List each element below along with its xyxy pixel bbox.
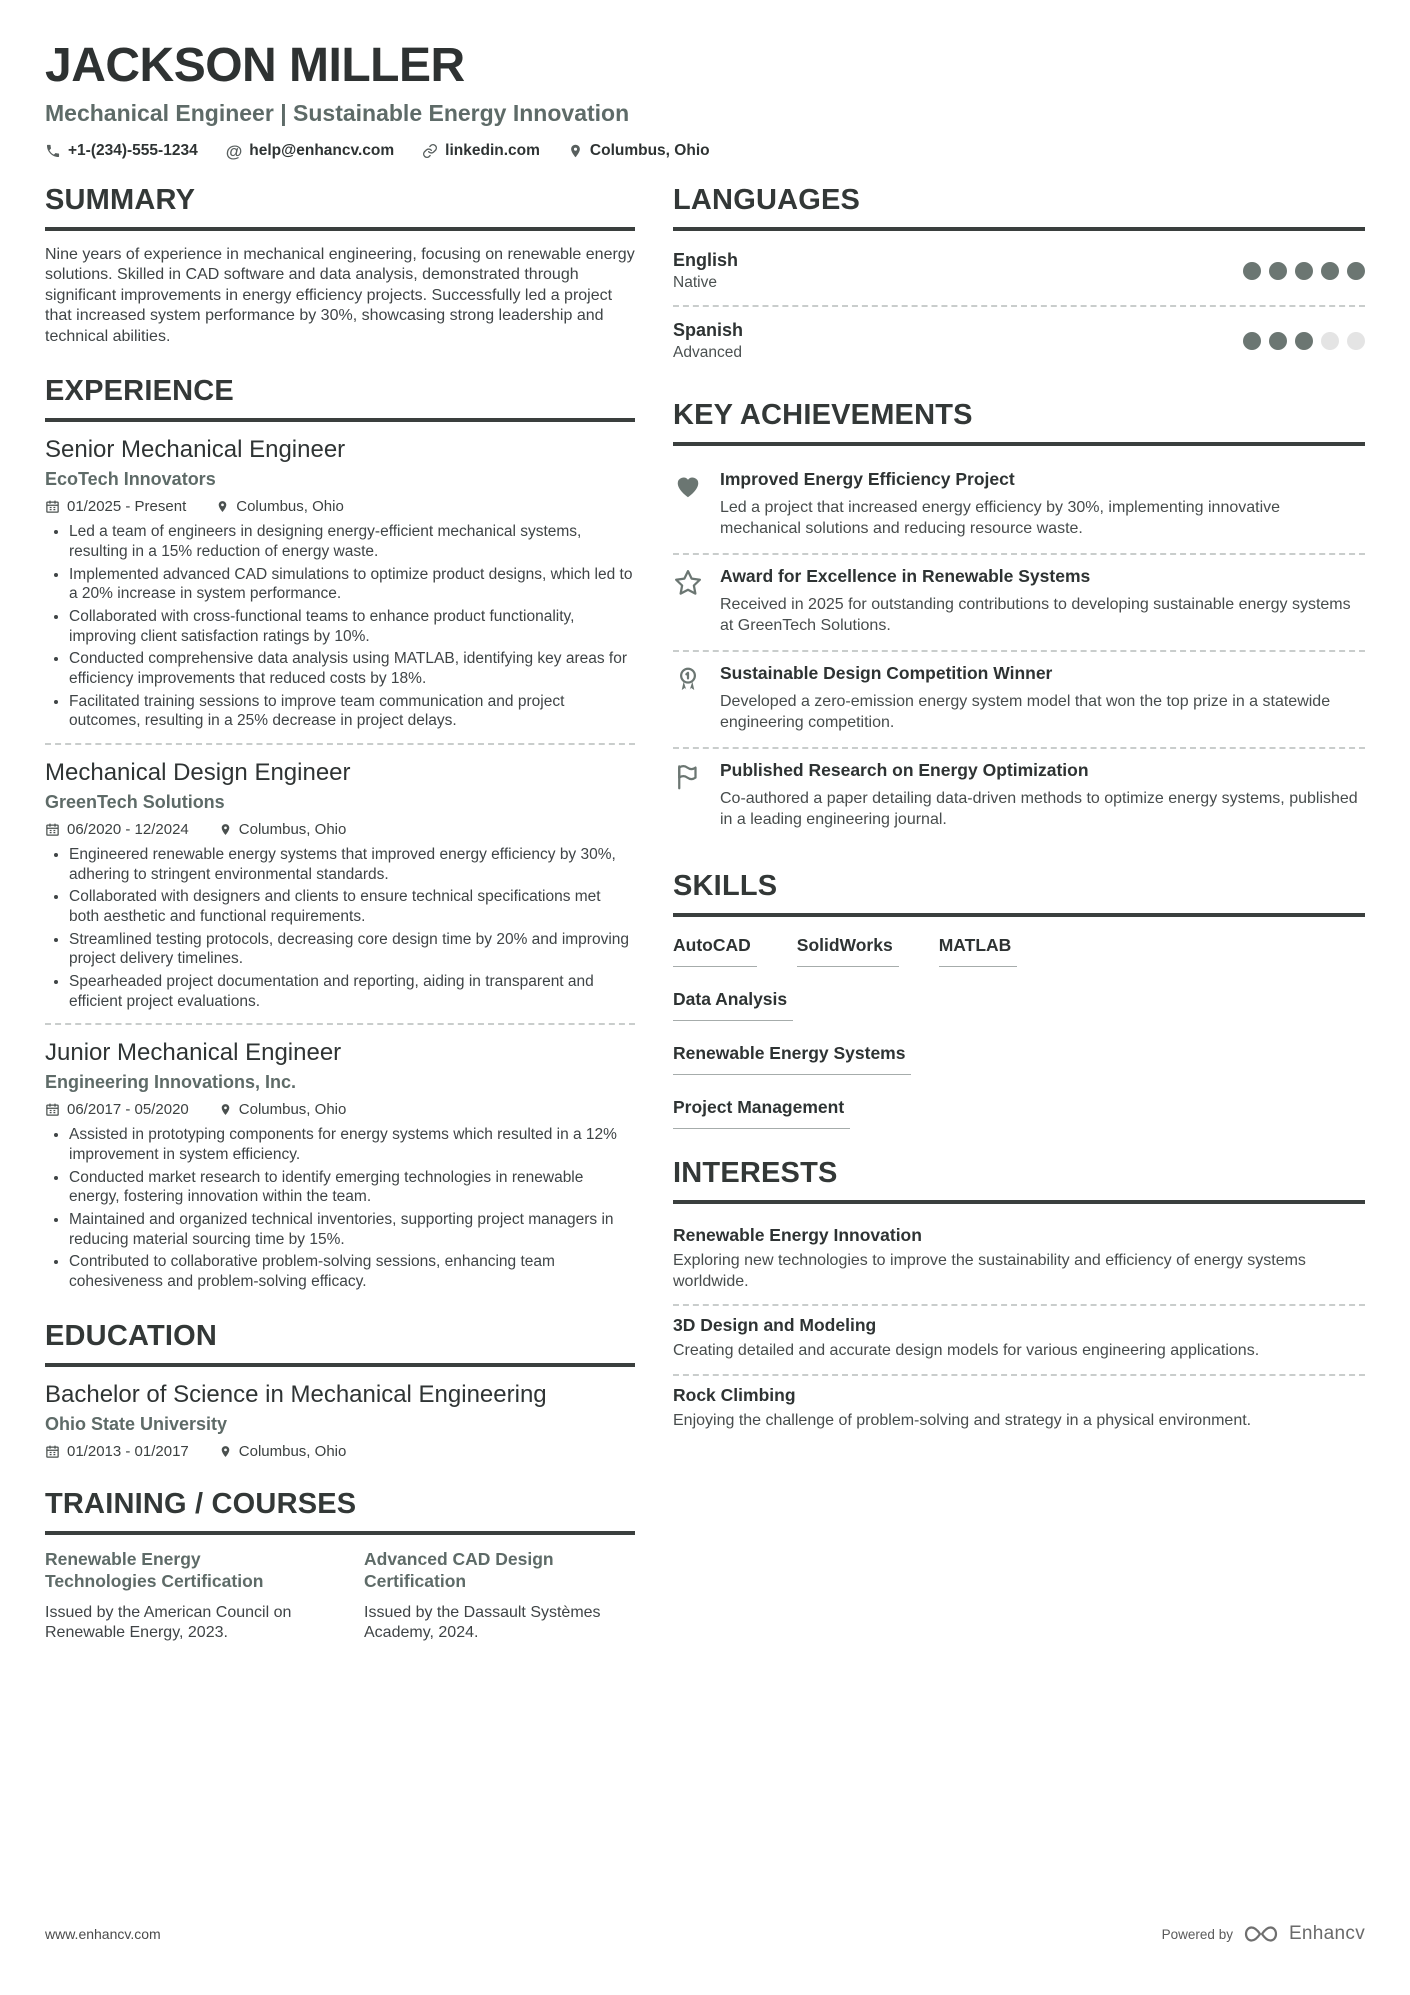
achievements-section bbox=[673, 399, 1365, 842]
interest-title: 3D Design and Modeling bbox=[673, 1315, 877, 1336]
skills-list bbox=[673, 931, 1365, 1129]
location-pin-icon bbox=[568, 143, 583, 159]
skill-tag: AutoCAD bbox=[673, 935, 757, 967]
interest-title: Rock Climbing bbox=[673, 1385, 796, 1406]
achievement-item bbox=[673, 654, 1365, 745]
job-bullets bbox=[45, 522, 635, 731]
language-proficiency-dots bbox=[1243, 262, 1365, 280]
divider bbox=[673, 305, 1365, 307]
calendar-icon bbox=[45, 822, 60, 837]
contact-row bbox=[45, 142, 1365, 160]
skills-section bbox=[673, 870, 1365, 1129]
location-pin-icon bbox=[219, 1102, 232, 1117]
link-icon bbox=[422, 143, 438, 159]
proficiency-dot-filled bbox=[1243, 332, 1261, 350]
powered-by-text: Powered by bbox=[1161, 1926, 1233, 1942]
job-dates bbox=[45, 821, 189, 838]
bullet-item: • Conducted comprehensive data analysis using MATLAB, identifying key areas for efficiency improvements that reduced costs by 18%. bbox=[69, 649, 635, 688]
course-description: Issued by the Dassault Systèmes Academy, 2024. bbox=[364, 1603, 601, 1642]
interest-title: Renewable Energy Innovation bbox=[673, 1224, 922, 1245]
person-name: JACKSON MILLER bbox=[45, 39, 465, 92]
proficiency-dot-empty bbox=[1321, 332, 1339, 350]
training-section bbox=[45, 1488, 635, 1644]
achievement-item bbox=[673, 460, 1365, 551]
proficiency-dot-filled bbox=[1321, 262, 1339, 280]
bullet-item: • Spearheaded project documentation and reporting, aiding in transparent and efficient project evaluations. bbox=[69, 972, 635, 1011]
skill-tag: Project Management bbox=[673, 1097, 850, 1129]
header bbox=[45, 38, 1365, 160]
contact-website-text: linkedin.com bbox=[445, 142, 540, 159]
interest-description: Exploring new technologies to improve the sustainability and efficiency of energy systems worldwide. bbox=[673, 1251, 1306, 1290]
bullet-item: • Facilitated training sessions to improve team communication and project outcomes, resulting in a 25% decrease in project delays. bbox=[69, 692, 635, 731]
job-dates bbox=[45, 1101, 189, 1118]
job-meta bbox=[45, 821, 635, 838]
flag-icon bbox=[673, 760, 705, 831]
course-list bbox=[45, 1549, 635, 1644]
bullet-item: • Collaborated with cross-functional teams to enhance product functionality, improving client satisfaction ratings by 10%. bbox=[69, 607, 635, 646]
education-dates bbox=[45, 1443, 189, 1460]
footer-website-link[interactable]: www.enhancv.com bbox=[45, 1926, 161, 1942]
education-location bbox=[219, 1443, 347, 1460]
education-location-text: Columbus, Ohio bbox=[238, 1442, 347, 1460]
location-pin-icon bbox=[219, 1444, 232, 1459]
experience-section bbox=[45, 375, 635, 1291]
achievements-heading: KEY ACHIEVEMENTS bbox=[673, 399, 1365, 446]
course-item bbox=[45, 1549, 316, 1644]
left-column bbox=[45, 184, 635, 1672]
proficiency-dot-filled bbox=[1295, 262, 1313, 280]
bullet-item: • Led a team of engineers in designing energy-efficient mechanical systems, resulting in a 15% reduction of energy waste. bbox=[69, 522, 635, 561]
achievement-description: Co-authored a paper detailing data-driven methods to optimize energy systems, published in a leading engineering journal. bbox=[720, 790, 1358, 828]
divider bbox=[45, 1023, 635, 1025]
achievement-title: Sustainable Design Competition Winner bbox=[720, 662, 1053, 683]
brand-name: Enhancv bbox=[1288, 1923, 1365, 1944]
proficiency-dot-filled bbox=[1243, 262, 1261, 280]
proficiency-dot-filled bbox=[1269, 332, 1287, 350]
achievement-description: Led a project that increased energy efficiency by 30%, implementing innovative mechanical solutions and reducing resource waste. bbox=[720, 499, 1281, 538]
contact-email[interactable] bbox=[226, 142, 394, 160]
star-icon bbox=[673, 566, 705, 637]
job-title: Mechanical Design Engineer bbox=[45, 759, 351, 787]
interest-item bbox=[673, 1308, 1365, 1372]
contact-location bbox=[568, 142, 710, 160]
proficiency-dot-filled bbox=[1295, 332, 1313, 350]
bullet-item: • Streamlined testing protocols, decreasing core design time by 20% and improving project delivery timelines. bbox=[69, 930, 635, 969]
achievement-item bbox=[673, 557, 1365, 648]
achievement-title: Improved Energy Efficiency Project bbox=[720, 469, 1015, 489]
summary-section bbox=[45, 184, 635, 347]
medal-icon bbox=[673, 663, 705, 734]
job-location-text: Columbus, Ohio bbox=[238, 821, 347, 839]
job-entry bbox=[45, 1039, 635, 1291]
proficiency-dot-filled bbox=[1347, 262, 1365, 280]
bullet-item: • Assisted in prototyping components for energy systems which resulted in a 12% improvement in system efficiency. bbox=[69, 1125, 635, 1164]
achievement-title: Award for Excellence in Renewable Systems bbox=[720, 565, 1091, 586]
phone-icon bbox=[45, 143, 61, 159]
bullet-item: • Collaborated with designers and clients to ensure technical specifications met both aesthetic and functional requirements. bbox=[69, 887, 635, 926]
interest-item bbox=[673, 1218, 1365, 1303]
job-bullets bbox=[45, 1125, 635, 1291]
bullet-item: • Maintained and organized technical inventories, supporting project managers in reducing material sourcing time by 15%. bbox=[69, 1210, 635, 1249]
skill-tag: Data Analysis bbox=[673, 989, 793, 1021]
training-heading: TRAINING / COURSES bbox=[45, 1488, 635, 1535]
skill-tag: Renewable Energy Systems bbox=[673, 1043, 911, 1075]
skill-tag: MATLAB bbox=[939, 935, 1018, 967]
calendar-icon bbox=[45, 1444, 60, 1459]
job-location-text: Columbus, Ohio bbox=[236, 498, 344, 516]
job-meta bbox=[45, 1101, 635, 1118]
education-section bbox=[45, 1320, 635, 1460]
achievement-title: Published Research on Energy Optimization bbox=[720, 759, 1089, 780]
job-title: Junior Mechanical Engineer bbox=[45, 1039, 342, 1067]
job-title: Senior Mechanical Engineer bbox=[45, 436, 346, 464]
skill-tag: SolidWorks bbox=[797, 935, 899, 967]
calendar-icon bbox=[45, 1102, 60, 1117]
heart-icon bbox=[673, 469, 705, 540]
job-entry bbox=[45, 759, 635, 1011]
contact-email-text: help@enhancv.com bbox=[249, 142, 395, 159]
language-level: Advanced bbox=[673, 344, 742, 361]
job-bullets bbox=[45, 845, 635, 1011]
job-location-text: Columbus, Ohio bbox=[238, 1101, 347, 1119]
course-item bbox=[364, 1549, 635, 1644]
calendar-icon bbox=[45, 499, 60, 514]
proficiency-dot-filled bbox=[1269, 262, 1287, 280]
achievement-item bbox=[673, 751, 1365, 842]
course-title: Renewable Energy Technologies Certification bbox=[45, 1548, 264, 1591]
interest-description: Creating detailed and accurate design models for various engineering applications. bbox=[673, 1342, 1260, 1360]
experience-heading: EXPERIENCE bbox=[45, 375, 635, 422]
location-pin-icon bbox=[219, 822, 232, 837]
job-dates-text: 01/2025 - Present bbox=[67, 498, 187, 516]
at-icon: @ bbox=[225, 141, 243, 161]
divider bbox=[45, 743, 635, 745]
footer bbox=[45, 1923, 1365, 1945]
right-column bbox=[673, 184, 1365, 1672]
divider bbox=[673, 1304, 1365, 1306]
contact-website[interactable] bbox=[422, 142, 540, 160]
languages-section bbox=[673, 184, 1365, 371]
course-title: Advanced CAD Design Certification bbox=[364, 1548, 554, 1591]
course-description: Issued by the American Council on Renewable Energy, 2023. bbox=[45, 1603, 292, 1642]
summary-heading: SUMMARY bbox=[45, 184, 635, 231]
person-title: Mechanical Engineer | Sustainable Energy Innovation bbox=[45, 100, 630, 126]
bullet-item: • Engineered renewable energy systems that improved energy efficiency by 30%, adhering to stringent environmental standards. bbox=[69, 845, 635, 884]
language-item bbox=[673, 245, 1365, 301]
school-name: Ohio State University bbox=[45, 1413, 228, 1434]
job-company: Engineering Innovations, Inc. bbox=[45, 1072, 297, 1093]
language-level: Native bbox=[673, 274, 717, 291]
education-meta bbox=[45, 1443, 635, 1460]
summary-text: Nine years of experience in mechanical engineering, focusing on renewable energy solutions. Skilled in CAD software and data analysis, demonstrated through significant improvements in energy efficiency projects. Successfully led a project that increased system performance by 30%, showcasing strong leadership and technical abilities. bbox=[45, 246, 635, 345]
job-dates bbox=[45, 498, 186, 515]
job-location bbox=[219, 821, 347, 838]
contact-phone-text: +1-(234)-555-1234 bbox=[68, 142, 198, 159]
language-name: English bbox=[673, 250, 739, 270]
location-pin-icon bbox=[216, 499, 229, 514]
divider bbox=[673, 553, 1365, 555]
bullet-item: • Contributed to collaborative problem-solving sessions, enhancing team cohesiveness and problem-solving efficacy. bbox=[69, 1252, 635, 1291]
language-item bbox=[673, 315, 1365, 371]
divider bbox=[673, 650, 1365, 652]
job-entry bbox=[45, 436, 635, 731]
bullet-item: • Conducted market research to identify emerging technologies in renewable energy, fostering innovation within the team. bbox=[69, 1168, 635, 1207]
language-name: Spanish bbox=[673, 320, 744, 340]
skills-heading: SKILLS bbox=[673, 870, 1365, 917]
contact-location-text: Columbus, Ohio bbox=[589, 142, 710, 159]
job-location bbox=[219, 1101, 347, 1118]
contact-phone[interactable] bbox=[45, 142, 198, 160]
job-dates-text: 06/2017 - 05/2020 bbox=[67, 1101, 189, 1119]
language-proficiency-dots bbox=[1243, 332, 1365, 350]
interests-heading: INTERESTS bbox=[673, 1157, 1365, 1204]
achievement-description: Developed a zero-emission energy system model that won the top prize in a statewide engineering competition. bbox=[720, 693, 1331, 732]
job-dates-text: 06/2020 - 12/2024 bbox=[67, 821, 189, 839]
languages-heading: LANGUAGES bbox=[673, 184, 1365, 231]
degree-title: Bachelor of Science in Mechanical Engineering bbox=[45, 1380, 547, 1408]
interest-item bbox=[673, 1378, 1365, 1442]
interest-description: Enjoying the challenge of problem-solving and strategy in a physical environment. bbox=[673, 1412, 1252, 1430]
achievement-description: Received in 2025 for outstanding contributions to developing sustainable energy systems at GreenTech Solutions. bbox=[720, 596, 1351, 635]
proficiency-dot-empty bbox=[1347, 332, 1365, 350]
interests-section bbox=[673, 1157, 1365, 1442]
job-company: EcoTech Innovators bbox=[45, 469, 216, 490]
enhancv-logo-icon bbox=[1243, 1923, 1279, 1945]
divider bbox=[673, 747, 1365, 749]
job-meta bbox=[45, 498, 635, 515]
education-heading: EDUCATION bbox=[45, 1320, 635, 1367]
education-dates-text: 01/2013 - 01/2017 bbox=[67, 1442, 189, 1460]
divider bbox=[673, 1374, 1365, 1376]
powered-by bbox=[1162, 1923, 1365, 1945]
job-company: GreenTech Solutions bbox=[45, 792, 225, 813]
bullet-item: • Implemented advanced CAD simulations to optimize product designs, which led to a 20% increase in system performance. bbox=[69, 565, 635, 604]
job-location bbox=[216, 498, 344, 515]
